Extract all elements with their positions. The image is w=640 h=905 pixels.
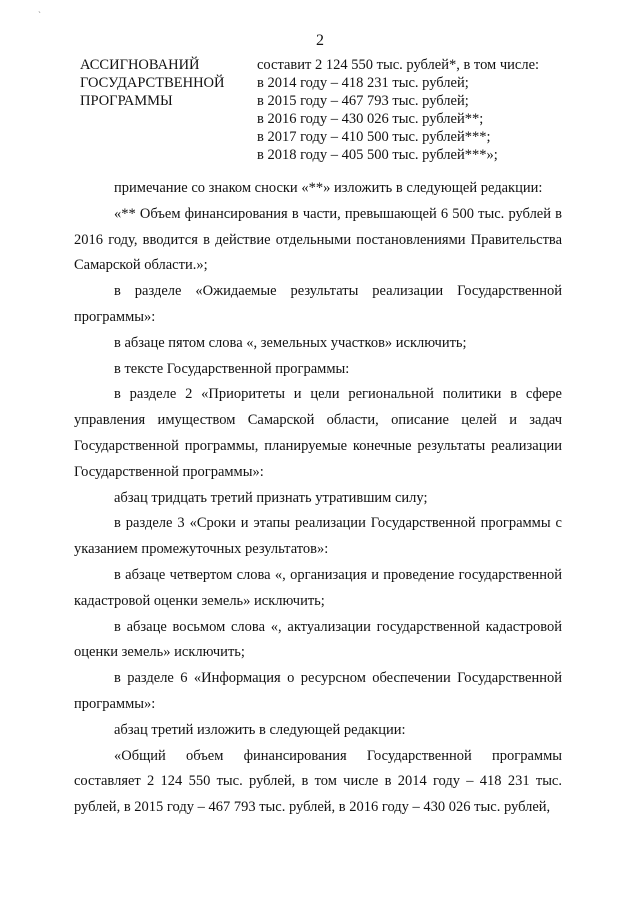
funding-year-line: в 2017 году – 410 500 тыс. рублей***; bbox=[257, 129, 491, 145]
header-right-column bbox=[257, 56, 587, 164]
paragraph: в абзаце восьмом слова «, актуализации государственной кадастровой оценки земель» исключить; bbox=[74, 618, 562, 661]
paragraph: в разделе 2 «Приоритеты и цели региональной политики в сфере управления имуществом Самарской области, описание целей и задач Государственной программы, планируемые конечные результаты реализации Государственной программы»: bbox=[74, 386, 562, 480]
paragraph: примечание со знаком сноски «**» изложить в следующей редакции: bbox=[114, 180, 543, 196]
paragraph: «** Объем финансирования в части, превышающей 6 500 тыс. рублей в 2016 году, вводится в действие отдельными постановлениями Правительства Самарской области.»; bbox=[74, 205, 562, 274]
header-left-line: ПРОГРАММЫ bbox=[80, 93, 173, 109]
funding-year-line: в 2015 году – 467 793 тыс. рублей; bbox=[257, 93, 469, 109]
header-left-line: АССИГНОВАНИЙ bbox=[80, 57, 200, 73]
page-number: 2 bbox=[316, 32, 324, 49]
paragraph: в разделе «Ожидаемые результаты реализации Государственной программы»: bbox=[74, 283, 562, 325]
paragraph: абзац третий изложить в следующей редакции: bbox=[114, 721, 406, 738]
funding-year-line: в 2014 году – 418 231 тыс. рублей; bbox=[257, 75, 469, 91]
document-body bbox=[74, 176, 562, 821]
funding-total-line: составит 2 124 550 тыс. рублей*, в том числе: bbox=[257, 57, 540, 73]
paragraph: в разделе 3 «Сроки и этапы реализации Государственной программы с указанием промежуточных результатов»: bbox=[74, 515, 562, 558]
paragraph: «Общий объем финансирования Государственной программы составляет 2 124 550 тыс. рублей, в том числе в 2014 году – 418 231 тыс. рублей, в 2015 году – 467 793 тыс. рублей, в 2016 году – 430 026 тыс. рублей, bbox=[74, 747, 562, 816]
header-left-line: ГОСУДАРСТВЕННОЙ bbox=[80, 75, 225, 91]
funding-year-line: в 2018 году – 405 500 тыс. рублей***»; bbox=[257, 147, 498, 163]
paragraph: в абзаце пятом слова «, земельных участков» исключить; bbox=[114, 334, 467, 351]
paragraph: в тексте Государственной программы: bbox=[114, 360, 350, 377]
header-left-column bbox=[80, 56, 260, 110]
paragraph: в абзаце четвертом слова «, организация и проведение государственной кадастровой оценки земель» исключить; bbox=[74, 566, 562, 609]
paragraph: в разделе 6 «Информация о ресурсном обеспечении Государственной программы»: bbox=[74, 670, 562, 712]
funding-year-line: в 2016 году – 430 026 тыс. рублей**; bbox=[257, 111, 484, 127]
paragraph: абзац тридцать третий признать утратившим силу; bbox=[114, 489, 428, 506]
scan-mark: ˋ bbox=[38, 10, 41, 20]
